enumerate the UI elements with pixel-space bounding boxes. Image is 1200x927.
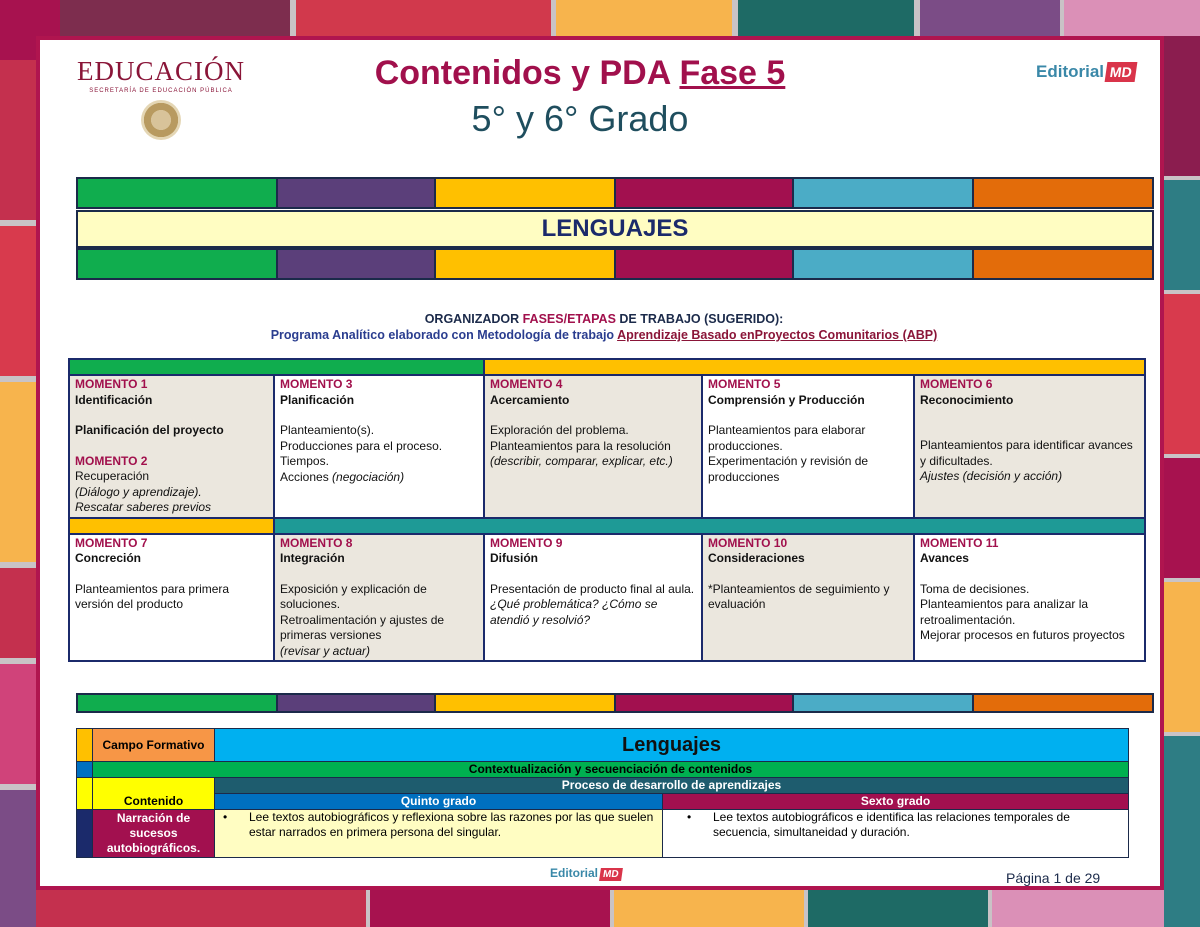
bg-tile bbox=[614, 890, 804, 927]
moment-heading: MOMENTO 5 bbox=[708, 377, 781, 391]
moment-text: Recuperación bbox=[75, 469, 150, 483]
moment-text: Ajustes (decisión y acción) bbox=[920, 469, 1063, 483]
moment-text: Experimentación y revisión de producciones bbox=[708, 454, 869, 484]
moment-5-cell bbox=[702, 375, 914, 518]
bg-tile bbox=[370, 890, 610, 927]
campo-formativo-label: Campo Formativo bbox=[93, 729, 215, 762]
logo-subtitle: SECRETARÍA DE EDUCACIÓN PÚBLICA bbox=[89, 88, 233, 94]
moments-bar-teal bbox=[274, 518, 1145, 534]
bg-tile bbox=[296, 0, 551, 36]
moment-heading: MOMENTO 8 bbox=[280, 535, 353, 550]
bg-tile bbox=[0, 790, 36, 927]
md-badge: MD bbox=[1105, 62, 1138, 82]
title-prefix: Contenidos y PDA bbox=[374, 54, 680, 92]
context-row: Contextualización y secuenciación de contenidos bbox=[93, 762, 1129, 778]
seal-icon bbox=[141, 100, 181, 140]
moment-text: Tiempos. bbox=[280, 454, 329, 468]
band-segment bbox=[436, 250, 616, 278]
moment-text: Planteamientos para elaborar producciones. bbox=[708, 423, 866, 453]
bg-tile bbox=[0, 568, 36, 658]
moment-heading: MOMENTO 9 bbox=[490, 535, 563, 550]
band-segment bbox=[278, 250, 436, 278]
bg-tile bbox=[0, 60, 36, 220]
organizer-text: Programa Analítico elaborado con Metodología de trabajo bbox=[270, 328, 618, 342]
moment-text: Planteamientos para identificar avances y dificultades. bbox=[920, 438, 1133, 468]
sexto-pda-text: Lee textos autobiográficos e identifica las relaciones temporales de secuencia, simultaneidad y duración. bbox=[713, 810, 1070, 839]
table-marker bbox=[77, 762, 93, 778]
moment-text: Planteamiento(s). bbox=[280, 423, 375, 437]
bg-tile bbox=[738, 0, 914, 36]
bg-tile bbox=[1164, 458, 1200, 578]
proceso-row: Proceso de desarrollo de aprendizajes bbox=[215, 778, 1129, 794]
moment-text: Acciones bbox=[280, 469, 333, 484]
contenido-label: Contenido bbox=[93, 778, 215, 810]
moment-text: Exposición y explicación de soluciones. bbox=[280, 581, 427, 611]
moment-text: (negociación) bbox=[332, 469, 405, 484]
band-segment bbox=[78, 250, 278, 278]
moment-text: Toma de decisiones. bbox=[920, 581, 1030, 596]
moment-1-cell bbox=[69, 375, 274, 518]
abp-link[interactable]: Aprendizaje Basado enProyectos Comunitarios (ABP) bbox=[617, 328, 938, 342]
table-marker bbox=[77, 729, 93, 762]
bg-tile bbox=[1164, 582, 1200, 732]
bg-tile bbox=[992, 890, 1164, 927]
bg-tile bbox=[1164, 180, 1200, 290]
band-segment bbox=[794, 179, 974, 207]
moment-text: (revisar y actuar) bbox=[280, 643, 371, 658]
editorial-text: Editorial bbox=[1036, 62, 1105, 81]
band-segment bbox=[436, 695, 616, 711]
bg-tile bbox=[1064, 0, 1200, 36]
table-marker bbox=[77, 810, 93, 858]
moment-subtitle: Planificación del proyecto bbox=[75, 423, 224, 437]
quinto-pda-cell bbox=[215, 810, 663, 858]
moment-title: Comprensión y Producción bbox=[708, 392, 865, 407]
bg-tile bbox=[0, 664, 36, 784]
moment-title: Reconocimiento bbox=[920, 392, 1014, 407]
moments-table bbox=[68, 358, 1146, 662]
moment-heading: MOMENTO 6 bbox=[920, 377, 993, 391]
band-segment bbox=[616, 695, 794, 711]
color-band-middle bbox=[76, 693, 1154, 713]
bullet-icon: • bbox=[687, 810, 692, 824]
color-band-bottom bbox=[76, 248, 1154, 280]
page-number: Página 1 de 29 bbox=[1006, 870, 1101, 886]
editorial-logo bbox=[1036, 62, 1156, 98]
footer-md-badge: MD bbox=[599, 868, 622, 881]
bg-tile bbox=[1164, 36, 1200, 176]
moment-text: (describir, comparar, explicar, etc.) bbox=[490, 454, 673, 468]
lenguajes-banner: LENGUAJES bbox=[76, 210, 1154, 248]
band-segment bbox=[436, 179, 616, 207]
moment-heading: MOMENTO 11 bbox=[920, 535, 999, 550]
bg-tile bbox=[808, 890, 988, 927]
sexto-grado-header: Sexto grado bbox=[663, 794, 1129, 810]
band-segment bbox=[616, 179, 794, 207]
moment-heading: MOMENTO 10 bbox=[708, 535, 788, 550]
color-band-top bbox=[76, 177, 1154, 209]
moment-text: *Planteamientos de seguimiento y evaluación bbox=[708, 581, 890, 611]
bg-tile bbox=[1164, 294, 1200, 454]
moment-text: Exploración del problema. bbox=[490, 423, 629, 437]
quinto-grado-header: Quinto grado bbox=[215, 794, 663, 810]
band-segment bbox=[278, 695, 436, 711]
moment-heading: MOMENTO 4 bbox=[490, 377, 563, 391]
moment-9-cell bbox=[484, 534, 702, 662]
moment-10-cell bbox=[702, 534, 914, 662]
moment-title: Difusión bbox=[490, 551, 538, 565]
moment-text: Retroalimentación y ajustes de primeras versiones bbox=[280, 612, 445, 642]
moment-heading: MOMENTO 2 bbox=[75, 453, 148, 468]
moment-11-cell bbox=[914, 534, 1145, 662]
moment-4-cell bbox=[484, 375, 702, 518]
moment-text: Planteamientos para analizar la retroalimentación. bbox=[920, 597, 1089, 627]
moment-heading: MOMENTO 1 bbox=[75, 377, 148, 391]
moment-3-cell bbox=[274, 375, 484, 518]
moment-title: Identificación bbox=[75, 392, 153, 407]
campo-formativo-value: Lenguajes bbox=[215, 729, 1129, 762]
footer-editorial-logo bbox=[550, 864, 622, 882]
content-table bbox=[76, 728, 1129, 858]
moment-title: Concreción bbox=[75, 551, 142, 565]
moments-bar-yellow bbox=[484, 359, 1145, 375]
moment-heading: MOMENTO 7 bbox=[75, 535, 148, 550]
page-subtitle: 5° y 6° Grado bbox=[471, 98, 689, 139]
moments-bar-yellow bbox=[69, 518, 274, 534]
band-segment bbox=[794, 695, 974, 711]
bg-tile bbox=[60, 0, 290, 36]
moments-bar-green bbox=[69, 359, 484, 375]
organizer-subheading bbox=[40, 328, 1164, 342]
moment-6-cell bbox=[914, 375, 1145, 518]
moment-8-cell bbox=[274, 534, 484, 662]
band-segment bbox=[616, 250, 794, 278]
organizer-text: ORGANIZADOR bbox=[424, 312, 523, 326]
page-title bbox=[340, 54, 820, 93]
sep-logo bbox=[76, 56, 246, 140]
moment-text: (Diálogo y aprendizaje). bbox=[75, 484, 202, 499]
document-page bbox=[36, 36, 1164, 890]
bg-tile bbox=[556, 0, 732, 36]
band-segment bbox=[974, 695, 1152, 711]
bullet-icon: • bbox=[223, 810, 228, 824]
band-segment bbox=[278, 179, 436, 207]
title-phase: Fase 5 bbox=[679, 54, 786, 92]
band-segment bbox=[78, 695, 278, 711]
band-segment bbox=[794, 250, 974, 278]
band-segment bbox=[78, 179, 278, 207]
bg-tile bbox=[1164, 736, 1200, 927]
moment-text: Presentación de producto final al aula. bbox=[490, 581, 695, 596]
organizer-text: DE TRABAJO (SUGERIDO): bbox=[615, 312, 784, 326]
moment-text: Planteamientos para la resolución bbox=[490, 438, 671, 453]
moment-title: Integración bbox=[280, 551, 345, 565]
moment-text: Producciones para el proceso. bbox=[280, 438, 443, 453]
quinto-pda-text: Lee textos autobiográficos y reflexiona sobre las razones por las que suelen estar narrados en primera persona del singular. bbox=[249, 810, 654, 839]
moment-text: Rescatar saberes previos bbox=[75, 500, 212, 514]
moment-text: ¿Qué problemática? ¿Cómo se atendió y resolvió? bbox=[490, 597, 658, 627]
moment-text: Planteamientos para primera versión del producto bbox=[75, 581, 230, 611]
contenido-value: Narración de sucesos autobiográficos. bbox=[93, 810, 215, 858]
moment-heading: MOMENTO 3 bbox=[280, 377, 353, 391]
moment-title: Acercamiento bbox=[490, 392, 570, 407]
table-marker bbox=[77, 778, 93, 810]
moment-title: Planificación bbox=[280, 392, 355, 407]
organizer-highlight: FASES/ETAPAS bbox=[522, 312, 616, 326]
bg-tile bbox=[0, 226, 36, 376]
band-segment bbox=[974, 250, 1152, 278]
band-segment bbox=[974, 179, 1152, 207]
bg-tile bbox=[920, 0, 1060, 36]
moment-title: Consideraciones bbox=[708, 551, 805, 565]
moment-text: Mejorar procesos en futuros proyectos bbox=[920, 628, 1125, 642]
moment-7-cell bbox=[69, 534, 274, 662]
sexto-pda-cell bbox=[663, 810, 1129, 858]
organizer-heading bbox=[40, 312, 1164, 326]
bg-tile bbox=[36, 890, 366, 927]
moment-title: Avances bbox=[920, 551, 969, 565]
bg-tile bbox=[0, 382, 36, 562]
footer-editorial-text: Editorial bbox=[550, 866, 599, 880]
logo-wordmark: EDUCACIÓN bbox=[77, 56, 245, 86]
